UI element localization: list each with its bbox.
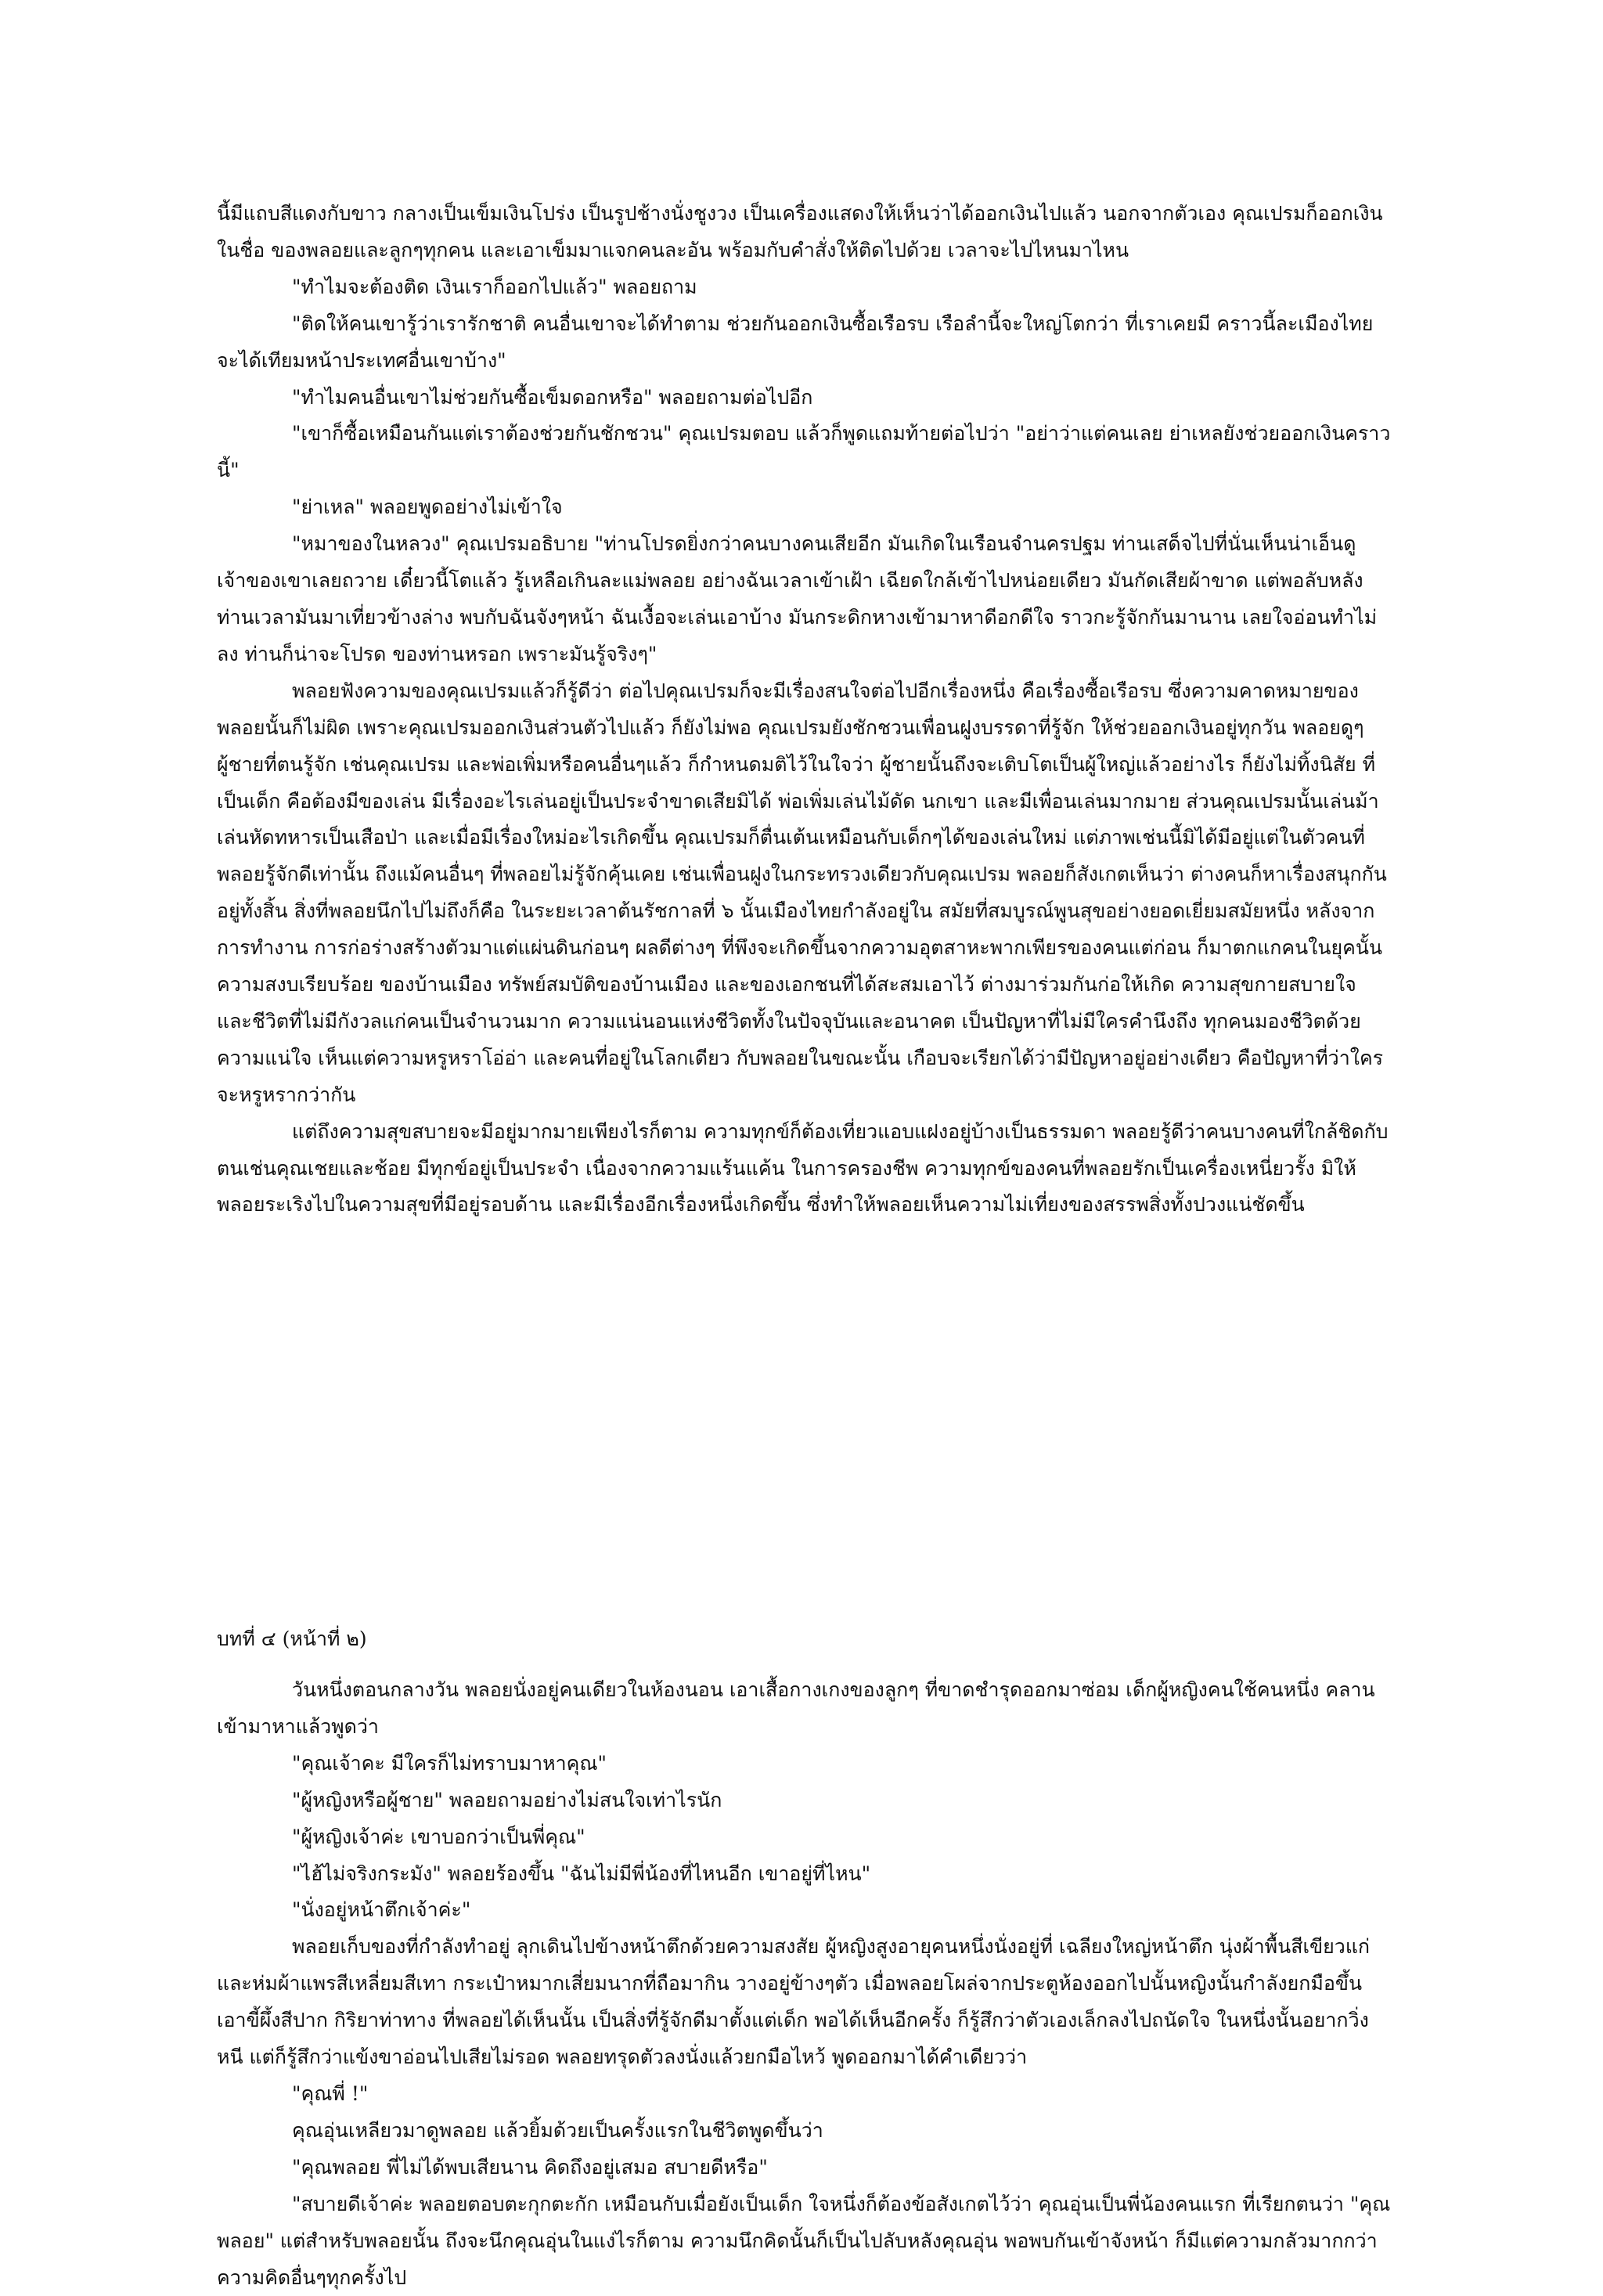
paragraph: "คุณพลอย พี่ไม่ได้พบเสียนาน คิดถึงอยู่เสมอ สบายดีหรือ" bbox=[292, 2155, 768, 2179]
paragraph: "เขาก็ซื้อเหมือนกันแต่เราต้องช่วยกันชักชวน" คุณเปรมตอบ แล้วก็พูดแถมท้ายต่อไปว่า "อย่าว่าแต่คนเลย ย่าเหลยังช่วยออกเงินคราวนี้" bbox=[217, 422, 1391, 482]
chapter-heading: บทที่ ๔ (หน้าที่ ๒) bbox=[217, 1627, 367, 1650]
paragraph: นี้มีแถบสีแดงกับขาว กลางเป็นเข็มเงินโปร่ง เป็นรูปช้างนั่งชูงวง เป็นเครื่องแสดงให้เห็นว่าได้ออกเงินไปแล้ว นอกจากตัวเอง คุณเปรมก็ออกเงินในชื่อ ของพลอยและลูกๆทุกคน และเอาเข็มมาแจกคนละอัน พร้อมกับคำสั่งให้ติดไปด้วย เวลาจะไปไหนมาไหน bbox=[217, 202, 1383, 261]
paragraph: "คุณพี่ !" bbox=[292, 2082, 369, 2105]
paragraph: "นั่งอยู่หน้าตึกเจ้าค่ะ" bbox=[292, 1898, 471, 1922]
paragraph: "ไฮ้ไม่จริงกระมัง" พลอยร้องขึ้น "ฉันไม่มีพี่น้องที่ไหนอีก เขาอยู่ที่ไหน" bbox=[292, 1862, 871, 1885]
paragraph: "ทำไมคนอื่นเขาไม่ช่วยกันซื้อเข็มดอกหรือ" พลอยถามต่อไปอีก bbox=[292, 385, 813, 409]
paragraph: พลอยฟังความของคุณเปรมแล้วก็รู้ดีว่า ต่อไปคุณเปรมก็จะมีเรื่องสนใจต่อไปอีกเรื่องหนึ่ง คือเรื่องซื้อเรือรบ ซึ่งความคาดหมายของพลอยนั้นก็ไม่ผิด เพราะคุณเปรมออกเงินส่วนตัวไปแล้ว ก็ยังไม่พอ คุณเปรมยังชักชวนเพื่อนฝูงบรรดาที่รู้จัก ให้ช่วยออกเงินอยู่ทุกวัน พลอยดูๆผู้ชายที่ตนรู้จัก เช่นคุณเปรม และพ่อเพิ่มหรือคนอื่นๆแล้ว ก็กำหนดมติไว้ในใจว่า ผู้ชายนั้นถึงจะเติบโตเป็นผู้ใหญ่แล้วอย่างไร ก็ยังไม่ทิ้งนิสัย ที่เป็นเด็ก คือต้องมีของเล่น มีเรื่องอะไรเล่นอยู่เป็นประจำขาดเสียมิได้ พ่อเพิ่มเล่นไม้ดัด นกเขา และมีเพื่อนเล่นมากมาย ส่วนคุณเปรมนั้นเล่นม้า เล่นหัดทหารเป็นเสือป่า และเมื่อมีเรื่องใหม่อะไรเกิดขึ้น คุณเปรมก็ตื่นเต้นเหมือนกับเด็กๆได้ของเล่นใหม่ แต่ภาพเช่นนี้มิได้มีอยู่แต่ในตัวคนที่พลอยรู้จักดีเท่านั้น ถึงแม้คนอื่นๆ ที่พลอยไม่รู้จักคุ้นเคย เช่นเพื่อนฝูงในกระทรวงเดียวกับคุณเปรม พลอยก็สังเกตเห็นว่า ต่างคนก็หาเรื่องสนุกกันอยู่ทั้งสิ้น สิ่งที่พลอยนึกไปไม่ถึงก็คือ ในระยะเวลาต้นรัชกาลที่ ๖ นั้นเมืองไทยกำลังอยู่ใน สมัยที่สมบูรณ์พูนสุขอย่างยอดเยี่ยมสมัยหนึ่ง หลังจากการทำงาน การก่อร่างสร้างตัวมาแต่แผ่นดินก่อนๆ ผลดีต่างๆ ที่พึงจะเกิดขึ้นจากความอุตสาหะพากเพียรของคนแต่ก่อน ก็มาตกแกคนในยุคนั้น ความสงบเรียบร้อย ของบ้านเมือง ทรัพย์สมบัติของบ้านเมือง และของเอกชนที่ได้สะสมเอาไว้ ต่างมาร่วมกันก่อให้เกิด ความสุขกายสบายใจ และชีวิตที่ไม่มีกังวลแก่คนเป็นจำนวนมาก ความแน่นอนแห่งชีวิตทั้งในปัจจุบันและอนาคต เป็นปัญหาที่ไม่มีใครคำนึงถึง ทุกคนมองชีวิตด้วยความแน่ใจ เห็นแต่ความหรูหราโอ่อ่า และคนที่อยู่ในโลกเดียว กับพลอยในขณะนั้น เกือบจะเรียกได้ว่ามีปัญหาอยู่อย่างเดียว คือปัญหาที่ว่าใครจะหรูหรากว่ากัน bbox=[217, 679, 1387, 1106]
text-section-one bbox=[217, 196, 1391, 1224]
paragraph: พลอยเก็บของที่กำลังทำอยู่ ลุกเดินไปข้างหน้าตึกด้วยความสงสัย ผู้หญิงสูงอายุคนหนึ่งนั่งอยู่ที่ เฉลียงใหญ่หน้าตึก นุ่งผ้าพื้นสีเขียวแก่ และห่มผ้าแพรสีเหลี่ยมสีเทา กระเป๋าหมากเสี่ยมนากที่ถือมากิน วางอยู่ข้างๆตัว เมื่อพลอยโผล่จากประตูห้องออกไปนั้นหญิงนั้นกำลังยกมือขึ้นเอาขี้ผึ้งสีปาก กิริยาท่าทาง ที่พลอยได้เห็นนั้น เป็นสิ่งที่รู้จักดีมาตั้งแต่เด็ก พอได้เห็นอีกครั้ง ก็รู้สึกว่าตัวเองเล็กลงไปถนัดใจ ในหนึ่งนั้นอยากวิ่งหนี แต่ก็รู้สึกว่าแข้งขาอ่อนไปเสียไม่รอด พลอยทรุดตัวลงนั่งแล้วยกมือไหว้ พูดออกมาได้คำเดียวว่า bbox=[217, 1935, 1371, 2069]
paragraph: คุณอุ่นเหลียวมาดูพลอย แล้วยิ้มด้วยเป็นครั้งแรกในชีวิตพูดขึ้นว่า bbox=[292, 2118, 823, 2142]
paragraph: แต่ถึงความสุขสบายจะมีอยู่มากมายเพียงไรก็ตาม ความทุกข์ก็ต้องเที่ยวแอบแฝงอยู่บ้างเป็นธรรมดา พลอยรู้ดีว่าคนบางคนที่ใกล้ชิดกับตนเช่นคุณเชยและช้อย มีทุกข์อยู่เป็นประจำ เนื่องจากความแร้นแค้น ในการครองชีพ ความทุกข์ของคนที่พลอยรักเป็นเครื่องเหนี่ยวรั้ง มิให้พลอยระเริงไปในความสุขที่มีอยู่รอบด้าน และมีเรื่องอีกเรื่องหนึ่งเกิดขึ้น ซึ่งทำให้พลอยเห็นความไม่เที่ยงของสรรพสิ่งทั้งปวงแน่ชัดขึ้น bbox=[217, 1119, 1389, 1216]
paragraph: วันหนึ่งตอนกลางวัน พลอยนั่งอยู่คนเดียวในห้องนอน เอาเสื้อกางเกงของลูกๆ ที่ขาดชำรุดออกมาซ่อม เด็กผู้หญิงคนใช้คนหนึ่ง คลานเข้ามาหาแล้วพูดว่า bbox=[217, 1678, 1375, 1738]
paragraph: "ผู้หญิงเจ้าค่ะ เขาบอกว่าเป็นพี่คุณ" bbox=[292, 1825, 585, 1848]
paragraph: "ผู้หญิงหรือผู้ชาย" พลอยถามอย่างไม่สนใจเท่าไรนัก bbox=[292, 1788, 722, 1811]
paragraph: "ทำไมจะต้องติด เงินเราก็ออกไปแล้ว" พลอยถาม bbox=[292, 275, 697, 298]
paragraph: "ติดให้คนเขารู้ว่าเรารักชาติ คนอื่นเขาจะได้ทำตาม ช่วยกันออกเงินซื้อเรือรบ เรือลำนี้จะใหญ่โตกว่า ที่เราเคยมี คราวนี้ละเมืองไทยจะได้เทียมหน้าประเทศอื่นเขาบ้าง" bbox=[217, 312, 1374, 372]
text-section-two bbox=[217, 1672, 1391, 2296]
paragraph: "สบายดีเจ้าค่ะ พลอยตอบตะกุกตะกัก เหมือนกับเมื่อยังเป็นเด็ก ใจหนึ่งก็ต้องข้อสังเกตไว้ว่า คุณอุ่นเป็นพี่น้องคนแรก ที่เรียกตนว่า "คุณพลอย" แต่สำหรับพลอยนั้น ถึงจะนึกคุณอุ่นในแง่ไรก็ตาม ความนึกคิดนั้นก็เป็นไปลับหลังคุณอุ่น พอพบกันเข้าจังหน้า ก็มีแต่ความกลัวมากกว่าความคิดอื่นๆทุกครั้งไป bbox=[217, 2192, 1391, 2289]
paragraph: "ย่าเหล" พลอยพูดอย่างไม่เข้าใจ bbox=[292, 496, 563, 519]
paragraph: "หมาของในหลวง" คุณเปรมอธิบาย "ท่านโปรดยิ่งกว่าคนบางคนเสียอีก มันเกิดในเรือนจำนครปฐม ท่านเสด็จไปที่นั่นเห็นน่าเอ็นดู เจ้าของเขาเลยถวาย เดี๋ยวนี้โตแล้ว รู้เหลือเกินละแม่พลอย อย่างฉันเวลาเข้าเฝ้า เฉียดใกล้เข้าไปหน่อยเดียว มันกัดเสียผ้าขาด แต่พอลับหลังท่านเวลามันมาเที่ยวข้างล่าง พบกับฉันจังๆหน้า ฉันเงื้อจะเล่นเอาบ้าง มันกระดิกหางเข้ามาหาดีอกดีใจ ราวกะรู้จักกันมานาน เลยใจอ่อนทำไม่ลง ท่านก็น่าจะโปรด ของท่านหรอก เพราะมันรู้จริงๆ" bbox=[217, 532, 1378, 665]
paragraph: "คุณเจ้าคะ มีใครก็ไม่ทราบมาหาคุณ" bbox=[292, 1751, 607, 1775]
